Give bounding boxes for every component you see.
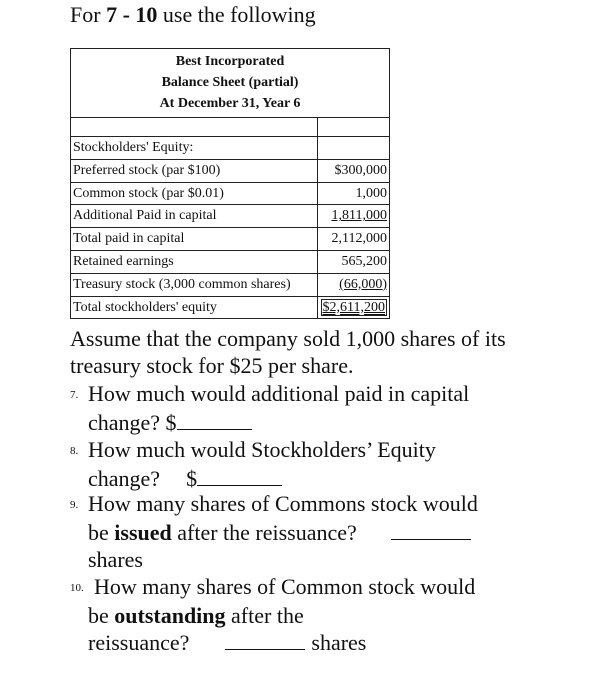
sheet-subtitle: Balance Sheet (partial) [161,75,299,90]
question-9: 9. How many shares of Commons stock would be issued after the reissuance? shares [70,491,478,573]
table-row: Preferred stock (par $100) $300,000 [71,160,389,183]
answer-blank-7[interactable] [177,411,252,430]
table-row: Common stock (par $0.01) 1,000 [71,183,389,206]
table-row: Additional Paid in capital 1,811,000 [71,205,389,228]
sheet-date: At December 31, Year 6 [159,96,301,111]
question-number: 9. [70,499,79,512]
company-name: Best Incorporated [175,54,285,69]
answer-blank-8[interactable] [197,467,282,486]
question-7: 7. How much would additional paid in capital change? $ [70,381,470,436]
balance-sheet-header [71,49,389,118]
table-row: Total stockholders' equity $2,611,200 [71,297,389,319]
table-row: Treasury stock (3,000 common shares) (66,000) [71,274,389,297]
answer-blank-9[interactable] [391,521,471,540]
question-number: 8. [70,445,79,458]
answer-blank-10[interactable] [225,631,305,650]
table-row: Stockholders' Equity: [71,137,389,160]
question-10: 10. How many shares of Common stock would be outstanding after the reissuance? shares [70,574,476,656]
question-number: 7. [70,389,79,402]
table-row: Total paid in capital 2,112,000 [71,228,389,251]
page-heading: For 7 - 10 use the following [70,2,316,27]
assumption-text: Assume that the company sold 1,000 shares of its treasury stock for $25 per share. [70,326,506,378]
balance-sheet-table [70,48,390,319]
question-number: 10. [70,582,84,595]
table-spacer-row [71,118,389,137]
question-8: 8. How much would Stockholders’ Equity change? $ [70,437,436,492]
table-row: Retained earnings 565,200 [71,251,389,274]
